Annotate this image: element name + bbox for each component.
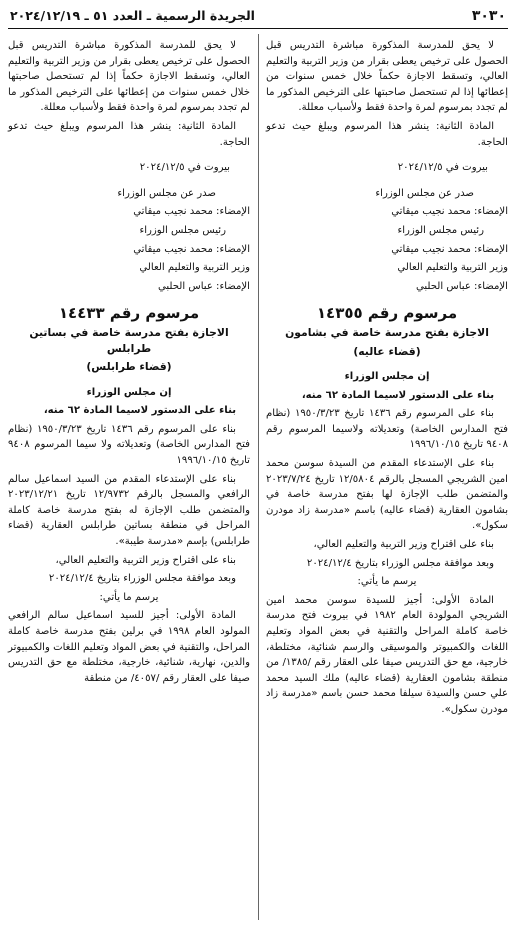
signatory-title: وزير التربية والتعليم العالي: [397, 262, 508, 274]
paragraph: وبعد موافقة مجلس الوزراء بتاريخ ٢٠٢٤/١٢/٤: [48, 573, 236, 585]
paragraph: بناء على اقتراح وزير التربية والتعليم العالي،: [313, 539, 494, 551]
paragraph: بناء على الإستدعاء المقدم من السيد اسماعيل سالم الرافعي والمسجل بالرقم ١٢/٩٧٣٢ تاريخ ٢٠٢٣/١٢/٢١ والمتضمن طلب الإجازة له بفتح مدرسة خاصة كاملة المراحل في منطقة بساتين طرابلس العقارية (قضاء طرابلس) بإسم «مدرسة طيبة».: [8, 473, 250, 548]
decrees-heading: يرسم ما يأتي:: [99, 591, 159, 603]
decree-number: مرسوم رقم ١٤٣٥٥: [316, 304, 458, 323]
decrees-heading: يرسم ما يأتي:: [357, 576, 417, 588]
signatory-title: رئيس مجلس الوزراء: [139, 224, 226, 236]
paragraph: وبعد موافقة مجلس الوزراء بتاريخ ٢٠٢٤/١٢/٤: [306, 557, 494, 569]
council-heading: إن مجلس الوزراء: [86, 386, 172, 398]
decree-number: مرسوم رقم ١٤٤٣٣: [58, 304, 200, 323]
signature-line: الإمضاء: عباس الحلبي: [415, 280, 508, 292]
decree-condition-text: لا يحق للمدرسة المذكورة مباشرة التدريس قبل الحصول على ترخيص يعطى بقرار من وزير التربية والتعليم العالي، وتسقط الاجازة حكماً خلال خمس سنوات من إعطائها إذا لم تستحصل صاحبتها على الترخيص المذكور ما لم تجدد بمرسوم لمرة واحدة فقط ولأسباب معللة.: [266, 40, 508, 114]
paragraph: بناء على الإستدعاء المقدم من السيدة سوسن محمد امين الشريجي المسجل بالرقم ١٢/٥٨٠٤ تاريخ ٢٠٢٣/٧/٢٤ والمتضمن طلب الإجازة لها بفتح مدرسة خاصة في بشامون العقارية (قضاء عاليه) باسم «مدرسة زاد مودرن سكول».: [266, 458, 508, 532]
article-one: المادة الأولى: أجيز للسيد اسماعيل سالم الرافعي المولود العام ١٩٩٨ في برلين بفتح مدرسة خاصة كاملة المراحل، والتقنية في بعض المواد وتعليم اللغات والكمبيوتر والدين، نهارية، شنائية، خارجية، مختلطة مع حق التدريس صيفا على العقار رقم /٤٠٥٧/ من منطقة: [8, 610, 250, 684]
signature-line: الإمضاء: محمد نجيب ميقاتي: [391, 206, 508, 218]
decree-condition-text: لا يحق للمدرسة المذكورة مباشرة التدريس قبل الحصول على ترخيص يعطى بقرار من وزير التربية والتعليم العالي، وتسقط الاجازة حكماً إذا لم تستحصل صاحبتها خلال خمس سنوات من إعطائها على الترخيص المذكور ما لم تجدد بمرسوم لمرة واحدة فقط ولأسباب معللة.: [8, 40, 250, 114]
right-column: [266, 38, 508, 721]
council-heading: إن مجلس الوزراء: [344, 371, 430, 383]
signatory-title: وزير التربية والتعليم العالي: [139, 262, 250, 274]
decree-subtitle: (قضاء عاليه): [353, 344, 421, 358]
left-column: [8, 38, 250, 689]
signature-line: الإمضاء: عباس الحلبي: [157, 280, 250, 292]
signature-line: الإمضاء: محمد نجيب ميقاتي: [133, 243, 250, 255]
signature-line: الإمضاء: محمد نجيب ميقاتي: [391, 243, 508, 255]
paragraph: بناء على المرسوم رقم ١٤٣٦ تاريخ ١٩٥٠/٣/٢٣ (نظام فتح المدارس الخاصة) وتعديلاته ولاسيما المرسوم رقم ٩٤٠٨ تاريخ ١٩٩٦/١٠/١٥: [266, 408, 508, 451]
issued-by: صدر عن مجلس الوزراء: [375, 187, 474, 199]
page-header: [8, 6, 508, 29]
decree-date: بيروت في ٢٠٢٤/١٢/٥: [397, 162, 488, 174]
issued-by: صدر عن مجلس الوزراء: [117, 187, 216, 199]
signature-line: الإمضاء: محمد نجيب ميقاتي: [133, 206, 250, 218]
decree-title: الاجازة بفتح مدرسة خاصة في بشامون: [285, 325, 489, 339]
signatory-title: رئيس مجلس الوزراء: [397, 224, 484, 236]
decree-date: بيروت في ٢٠٢٤/١٢/٥: [139, 162, 230, 174]
constitution-basis: بناء على الدستور لاسيما المادة ٦٢ منه،: [301, 389, 494, 401]
constitution-basis: بناء على الدستور لاسيما المادة ٦٢ منه،: [43, 405, 236, 417]
paragraph: بناء على اقتراح وزير التربية والتعليم العالي،: [55, 554, 236, 566]
column-divider: [258, 34, 259, 920]
decree-subtitle: (قضاء طرابلس): [86, 360, 172, 374]
article-two: المادة الثانية: ينشر هذا المرسوم ويبلغ حيث تدعو الحاجة.: [266, 120, 508, 148]
article-two: المادة الثانية: ينشر هذا المرسوم ويبلغ حيث تدعو الحاجة.: [8, 120, 250, 148]
article-one: المادة الأولى: أجيز للسيدة سوسن محمد امين الشريجي المولودة العام ١٩٨٢ في بيروت فتح مدرسة خاصة كاملة المراحل والتقنية في بعض المواد وتعليم اللغات والكمبيوتر والموسيقى والرسم شنائية، مختلطة، خارجية، مع حق التدريس صيفا على العقار رقم /١٣٨٥/ من منطقة بشامون العقارية (قضاء عاليه) ملك السيد محمد علي حسن والسيدة سيلفا محمد حسن باسم «مدرسة زاد مودرن سكول».: [266, 594, 508, 715]
paragraph: بناء على المرسوم رقم ١٤٣٦ تاريخ ١٩٥٠/٣/٢٣ (نظام فتح المدارس الخاصة) وتعديلاته ولا سيما المرسوم ٩٤٠٨ تاريخ ١٩٩٦/١٠/١٥: [8, 423, 250, 467]
decree-title: الاجازة بفتح مدرسة خاصة في بساتين طرابلس: [29, 325, 229, 355]
page-number: ٣٠٣٠: [471, 8, 506, 24]
gazette-title: الجريدة الرسمية ـ العدد ٥١ ـ ٢٠٢٤/١٢/١٩: [10, 8, 255, 23]
